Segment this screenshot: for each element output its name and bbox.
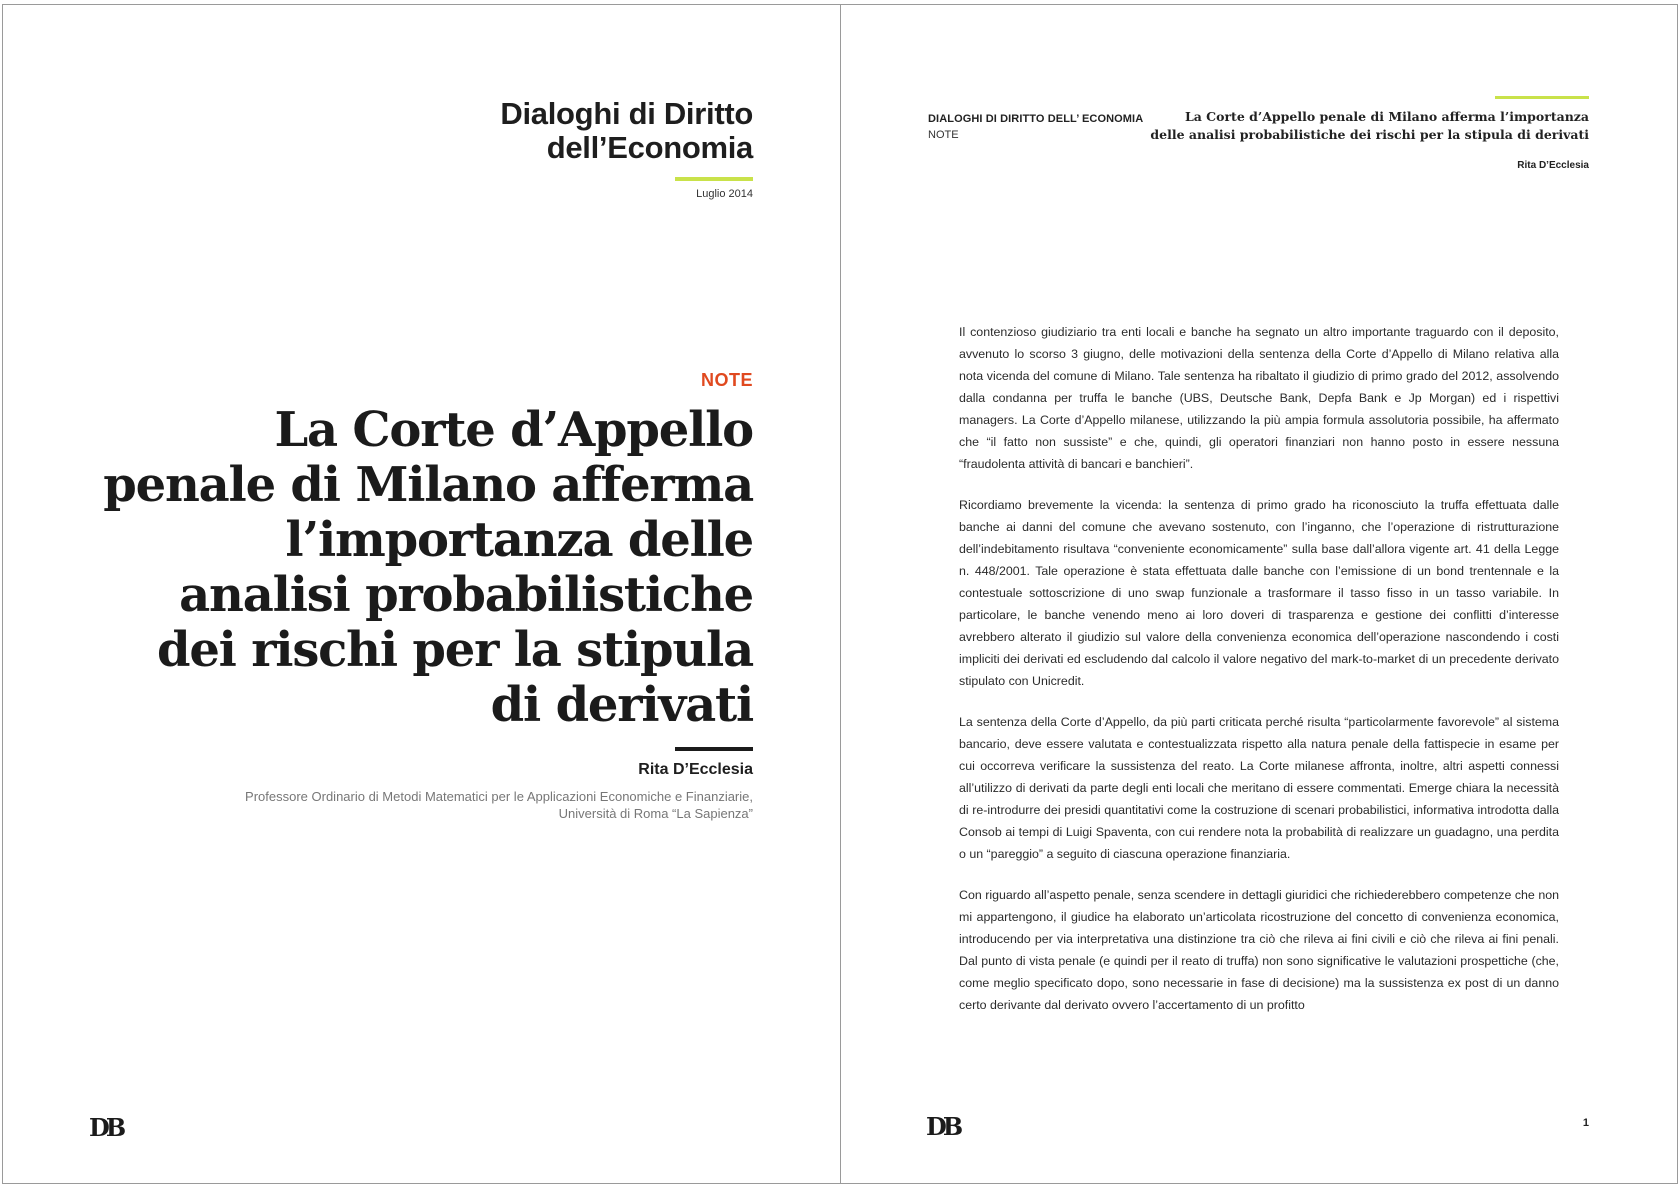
journal-title-line1: Dialoghi di Diritto bbox=[500, 96, 753, 131]
accent-bar bbox=[1495, 96, 1589, 99]
header-title-line: La Corte d’Appello penale di Milano afferma l’importanza bbox=[1184, 109, 1589, 124]
accent-bar bbox=[675, 177, 753, 181]
running-header-journal: DIALOGHI DI DIRITTO DELL’ ECONOMIA bbox=[928, 113, 1144, 125]
title-line: analisi probabilistiche bbox=[179, 567, 753, 623]
title-line: di derivati bbox=[490, 677, 753, 733]
running-header-section: NOTE bbox=[928, 129, 959, 141]
article-title bbox=[93, 403, 753, 733]
db-logo: DB bbox=[926, 1112, 960, 1141]
running-header-title bbox=[1109, 108, 1589, 144]
article-page bbox=[840, 4, 1678, 1184]
issue-date: Luglio 2014 bbox=[696, 188, 753, 200]
title-divider bbox=[675, 747, 753, 751]
paragraph: Con riguardo all’aspetto penale, senza scendere in dettagli giuridici che richiederebbero competenze che non mi appartengono, il giudice ha elaborato un’articolata ricostruzione del concetto di convenienza economica, introducendo per via interpretativa una distinzione tra ciò che rileva ai fini civili e ciò che rileva ai fini penali. Dal punto di vista penale (e quindi per il reato di truffa) non sono significative le valutazioni prospettiche (che, come meglio specificato dopo, sono necessarie in fase di decisione) ma la sussistenza ex post di un danno certo derivante dal derivato ovvero l’accertamento di un profitto bbox=[959, 888, 1559, 1012]
cover-page bbox=[2, 4, 842, 1184]
page-number: 1 bbox=[1582, 1117, 1589, 1129]
paragraph: La sentenza della Corte d’Appello, da più parti criticata perché risulta “particolarmente favorevole” al sistema bancario, deve essere valutata e contestualizzata rispetto alla natura penale della fattispecie in esame per cui occorreva verificare la sussistenza del reato. La Corte milanese affronta, inoltre, altri aspetti connessi all’utilizzo di derivati da parte degli enti locali che meritano di essere commentati. Emerge chiara la necessità di re-introdurre dei presidi quantitativi come la costruzione di scenari probabilistici, informativa introdotta dalla Consob ai tempi di Luigi Spaventa, con cui rendere nota la probabilità di realizzare un guadagno, una perdita o un “pareggio” a seguito di ciascuna operazione finanziaria. bbox=[959, 715, 1559, 861]
author-affiliation bbox=[113, 788, 753, 822]
paragraph: Ricordiamo brevemente la vicenda: la sentenza di primo grado ha riconosciuto la truffa effettuata dalle banche ai danni del comune che avevano sostenuto, con l’inganno, che l’operazione di ristrutturazione dell’indebitamento risultava “conveniente economicamente” sulla base dall’allora vigente art. 41 della Legge n. 448/2001. Tale operazione è stata effettuata dalle banche con l’emissione di un bond trentennale e la contestuale sottoscrizione di uno swap funzionale a trasformare il tasso fisso in un tasso variabile. In particolare, le banche venendo meno ai loro doveri di trasparenza e gestione dei conflitti d’interesse avrebbero alterato il giudizio sul valore della convenienza economica dell’operazione nascondendo i costi impliciti dei derivati ed escludendo dal calcolo il valore negativo del mark-to-market di un precedente derivato stipulato con Unicredit. bbox=[959, 498, 1559, 688]
author-name: Rita D’Ecclesia bbox=[638, 761, 753, 778]
header-title-line: delle analisi probabilistiche dei rischi per la stipula di derivati bbox=[1150, 127, 1589, 142]
affiliation-line: Università di Roma “La Sapienza” bbox=[558, 806, 753, 821]
journal-title bbox=[500, 97, 753, 165]
section-label: NOTE bbox=[700, 370, 753, 390]
journal-title-line2: dell’Economia bbox=[546, 130, 753, 165]
affiliation-line: Professore Ordinario di Metodi Matematici per le Applicazioni Economiche e Finanziarie, bbox=[245, 789, 753, 804]
article-body bbox=[959, 321, 1559, 1035]
running-header-author: Rita D’Ecclesia bbox=[1517, 160, 1589, 171]
title-line: La Corte d’Appello bbox=[274, 402, 753, 458]
title-line: l’importanza delle bbox=[285, 512, 753, 568]
title-line: dei rischi per la stipula bbox=[156, 622, 753, 678]
paragraph: Il contenzioso giudiziario tra enti locali e banche ha segnato un altro importante traguardo con il deposito, avvenuto lo scorso 3 giugno, delle motivazioni della sentenza della Corte d’Appello di Milano relativa alla nota vicenda del comune di Milano. Tale sentenza ha ribaltato il giudizio di primo grado del 2012, assolvendo dalla condanna per truffa le banche (UBS, Deutsche Bank, Depfa Bank e Jp Morgan) ed i rispettivi managers. La Corte d’Appello milanese, utilizzando la più ampia formula assolutoria possibile, ha affermato che “il fatto non sussiste” e che, quindi, gli operatori finanziari non hanno posto in essere nessuna “fraudolenta attività di bancari e banchieri”. bbox=[959, 325, 1559, 471]
db-logo: DB bbox=[89, 1113, 123, 1142]
title-line: penale di Milano afferma bbox=[103, 457, 753, 513]
